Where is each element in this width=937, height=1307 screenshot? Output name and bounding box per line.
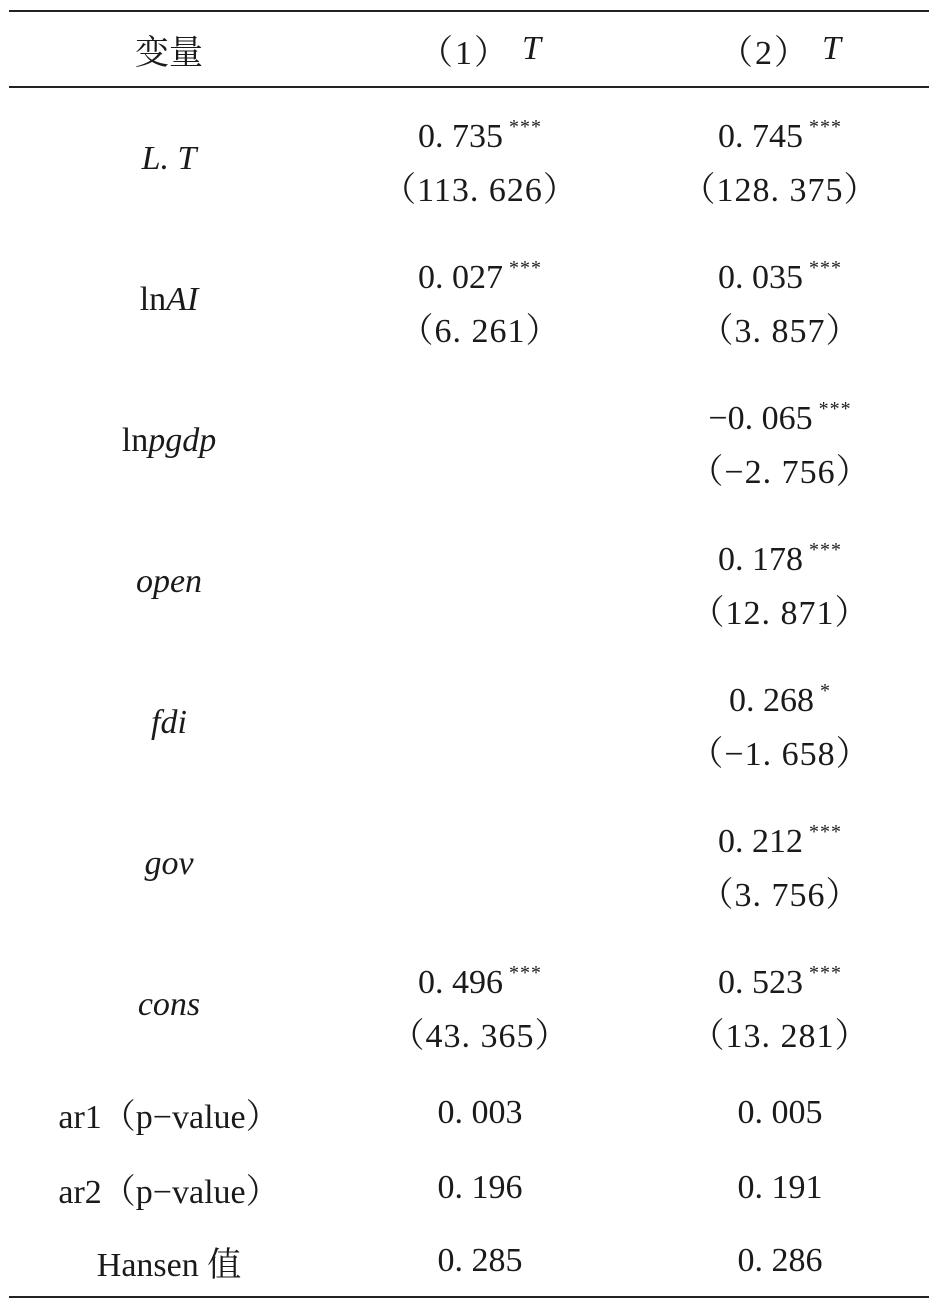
- variable-name: fdi: [151, 704, 187, 741]
- statistic-value: 0. 005: [737, 1094, 823, 1131]
- t-statistic: （−2. 756）: [689, 454, 871, 491]
- variable-name-italic: pgdp: [148, 422, 217, 459]
- header-model-2: [630, 12, 930, 86]
- statistic-value: 0. 196: [437, 1169, 523, 1206]
- cell-model-1-empty: [330, 652, 630, 794]
- coefficient-value: 0. 268: [729, 682, 814, 719]
- significance-stars: ***: [509, 116, 542, 138]
- variable-name: open: [135, 563, 203, 600]
- t-statistic: （3. 756）: [699, 877, 861, 914]
- table-row: [0, 88, 937, 230]
- coefficient: [418, 946, 542, 1010]
- stats-row: [0, 1150, 937, 1226]
- coefficient: [718, 100, 842, 164]
- cell-model-1: [330, 88, 630, 230]
- variable-name: gov: [144, 845, 194, 882]
- coefficient: [418, 241, 542, 305]
- header-model-2-number: （2）: [719, 34, 811, 72]
- row-variable: [9, 1226, 329, 1296]
- statistic-name: ar2（p−value）: [58, 1173, 280, 1211]
- cell-model-1: [330, 1076, 630, 1150]
- coefficient-value: 0. 212: [718, 823, 803, 860]
- row-variable: [9, 934, 329, 1076]
- coefficient-value: 0. 523: [718, 964, 803, 1001]
- table-row: [0, 652, 937, 794]
- row-variable: [9, 512, 329, 652]
- coefficient: [718, 946, 842, 1010]
- cell-model-2: [630, 934, 930, 1076]
- header-variable-label: 变量: [135, 34, 203, 72]
- cell-model-2: [630, 230, 930, 370]
- significance-stars: ***: [809, 539, 842, 561]
- t-statistic: （3. 857）: [699, 313, 861, 350]
- cell-model-2: [630, 1076, 930, 1150]
- coefficient: [718, 523, 842, 587]
- cell-model-2: [630, 512, 930, 652]
- header-variable: [9, 12, 329, 86]
- significance-stars: ***: [509, 257, 542, 279]
- significance-stars: ***: [809, 116, 842, 138]
- t-statistic: （128. 375）: [681, 172, 879, 209]
- t-statistic: （13. 281）: [690, 1018, 870, 1055]
- header-model-1-dependent: T: [522, 30, 541, 67]
- cell-model-2: [630, 370, 930, 512]
- cell-model-2: [630, 1150, 930, 1226]
- table-row: [0, 230, 937, 370]
- stats-row: [0, 1076, 937, 1150]
- variable-name: [140, 281, 199, 319]
- coefficient: [718, 241, 842, 305]
- row-variable: [9, 652, 329, 794]
- significance-stars: ***: [809, 962, 842, 984]
- significance-stars: ***: [509, 962, 542, 984]
- t-statistic: （43. 365）: [390, 1018, 570, 1055]
- row-variable: [9, 88, 329, 230]
- cell-model-2: [630, 794, 930, 934]
- statistic-value: 0. 286: [737, 1242, 823, 1279]
- cell-model-2: [630, 652, 930, 794]
- coefficient-value: 0. 027: [418, 259, 503, 296]
- row-variable: [9, 1076, 329, 1150]
- coefficient-value: −0. 065: [708, 400, 813, 437]
- t-statistic: （12. 871）: [690, 595, 870, 632]
- cell-model-1-empty: [330, 512, 630, 652]
- t-statistic: （113. 626）: [382, 172, 578, 209]
- coefficient-value: 0. 035: [718, 259, 803, 296]
- cell-model-2: [630, 88, 930, 230]
- table-row: [0, 934, 937, 1076]
- variable-name-prefix: ln: [121, 422, 149, 459]
- coefficient-value: 0. 735: [418, 118, 503, 155]
- t-statistic: （−1. 658）: [689, 736, 871, 773]
- cell-model-1: [330, 934, 630, 1076]
- statistic-value: 0. 285: [437, 1242, 523, 1279]
- coefficient-value: 0. 496: [418, 964, 503, 1001]
- row-variable: [9, 1150, 329, 1226]
- cell-model-1-empty: [330, 370, 630, 512]
- variable-name: [122, 422, 216, 460]
- table-row: [0, 794, 937, 934]
- coefficient-value: 0. 745: [718, 118, 803, 155]
- row-variable: [9, 794, 329, 934]
- statistic-name: Hansen 值: [96, 1246, 242, 1284]
- variable-name: cons: [137, 986, 201, 1023]
- statistic-name: ar1（p−value）: [58, 1098, 280, 1136]
- significance-stars: ***: [809, 257, 842, 279]
- table-row: [0, 370, 937, 512]
- significance-stars: ***: [818, 398, 852, 420]
- variable-name: L. T: [141, 140, 197, 177]
- coefficient: [708, 382, 851, 446]
- variable-name-prefix: ln: [139, 281, 167, 318]
- row-variable: [9, 370, 329, 512]
- coefficient: [718, 805, 842, 869]
- stats-row: [0, 1226, 937, 1296]
- header-model-2-dependent: T: [822, 30, 841, 67]
- significance-stars: *: [820, 680, 831, 702]
- variable-name-italic: AI: [166, 281, 199, 318]
- t-statistic: （6. 261）: [399, 313, 561, 350]
- cell-model-2: [630, 1226, 930, 1296]
- significance-stars: ***: [809, 821, 842, 843]
- coefficient: [418, 100, 542, 164]
- coefficient: [729, 664, 831, 728]
- cell-model-1-empty: [330, 794, 630, 934]
- table-row: [0, 512, 937, 652]
- statistic-value: 0. 191: [737, 1169, 823, 1206]
- table-bottom-rule: [9, 1296, 929, 1298]
- statistic-value: 0. 003: [437, 1094, 523, 1131]
- coefficient-value: 0. 178: [718, 541, 803, 578]
- cell-model-1: [330, 230, 630, 370]
- cell-model-1: [330, 1226, 630, 1296]
- header-model-1: [330, 12, 630, 86]
- cell-model-1: [330, 1150, 630, 1226]
- row-variable: [9, 230, 329, 370]
- header-model-1-number: （1）: [419, 34, 511, 72]
